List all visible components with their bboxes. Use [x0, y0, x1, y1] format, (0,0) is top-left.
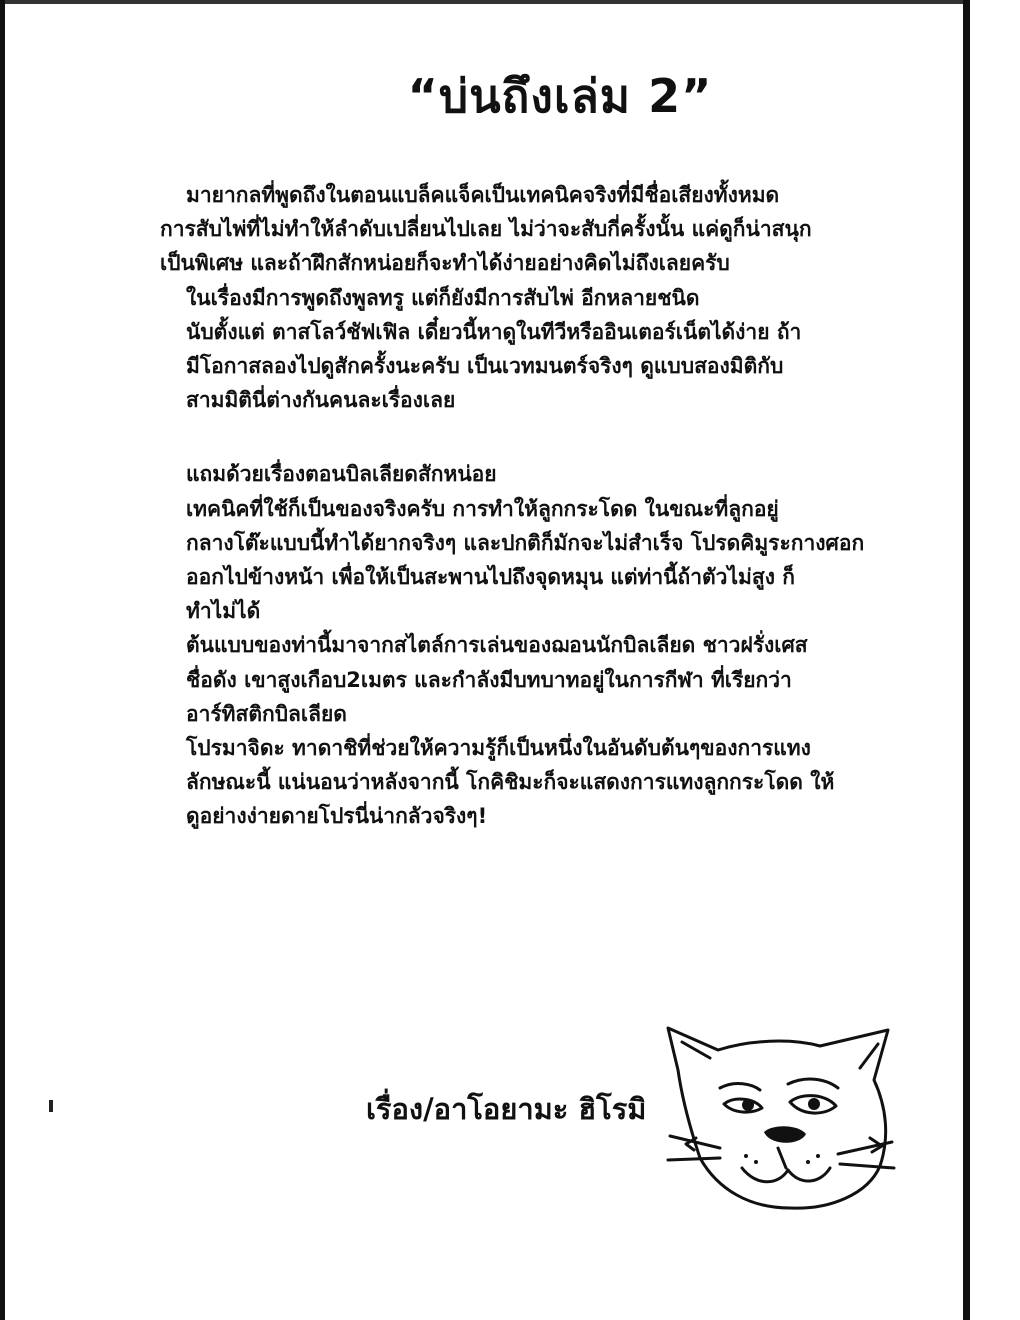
text-line: ออกไปข้างหน้า เพื่อให้เป็นสะพานไปถึงจุดหมุน แต่ท่านี้ถ้าตัวไม่สูง ก็: [186, 565, 795, 590]
text-line: ดูอย่างง่ายดายโปรนี่น่ากลัวจริงๆ!: [186, 804, 488, 829]
paragraph: [160, 628, 910, 731]
text-line: ลักษณะนี้ แน่นอนว่าหลังจากนี้ โกคิชิมะก็จะแสดงการแทงลูกกระโดด ให้: [186, 770, 835, 795]
text-line: ต้นแบบของท่านี้มาจากสไตล์การเล่นของฌอนนักบิลเลียด ชาวฝรั่งเศส: [186, 633, 808, 658]
cat-face-icon: [660, 1018, 900, 1213]
paragraph: [160, 457, 910, 491]
text-line: เป็นพิเศษ และถ้าฝึกสักหน่อยก็จะทำได้ง่ายอย่างคิดไม่ถึงเลยครับ: [160, 251, 730, 276]
text-line: ทำไม่ได้: [186, 599, 261, 624]
paragraph: [160, 281, 910, 418]
text-line: มายากลที่พูดถึงในตอนแบล็คแจ็คเป็นเทคนิคจริงที่มีชื่อเสียงทั้งหมด: [186, 183, 780, 207]
page-left-border: [0, 0, 5, 1320]
text-line: ชื่อดัง เขาสูงเกือบ2เมตร และกำลังมีบทบาทอยู่ในการกีฬา ที่เรียกว่า: [186, 667, 792, 692]
article-body: [160, 178, 910, 834]
text-line: โปรมาจิดะ ทาดาชิที่ช่วยให้ความรู้ก็เป็นหนึ่งในอันดับต้นๆของการแทง: [186, 736, 811, 761]
text-line: นับตั้งแต่ ตาสโลว์ชัฟเฟิล เดี๋ยวนี้หาดูในทีวีหรืออินเตอร์เน็ตได้ง่าย ถ้า: [186, 319, 802, 344]
margin-mark: [49, 1100, 53, 1112]
page-title: “บ่นถึงเล่ม 2”: [407, 69, 713, 123]
page-right-border: [963, 0, 970, 1320]
text-line: แถมด้วยเรื่องตอนบิลเลียดสักหน่อย: [186, 462, 497, 487]
text-line: อาร์ทิสติกบิลเลียด: [186, 701, 347, 726]
paragraph: [160, 731, 910, 834]
text-line: การสับไพ่ที่ไม่ทำให้ลำดับเปลี่ยนไปเลย ไม่ว่าจะสับกี่ครั้งนั้น แค่ดูก็น่าสนุก: [160, 217, 812, 242]
author-credit: เรื่อง/อาโอยามะ ฮิโรมิ: [366, 1092, 647, 1126]
text-line: เทคนิคที่ใช้ก็เป็นของจริงครับ การทำให้ลูกกระโดด ในขณะที่ลูกอยู่: [186, 496, 779, 521]
text-line: กลางโต๊ะแบบนี้ทำได้ยากจริงๆ และปกติก็มักจะไม่สำเร็จ โปรดคิมูระกางศอก: [186, 530, 865, 555]
text-line: สามมิตินี่ต่างกันคนละเรื่องเลย: [186, 388, 456, 413]
page-top-border: [0, 0, 970, 4]
text-line: มีโอกาสลองไปดูสักครั้งนะครับ เป็นเวทมนตร์จริงๆ ดูแบบสองมิติกับ: [186, 354, 784, 379]
text-line: ในเรื่องมีการพูดถึงพูลทรู แต่ก็ยังมีการสับไพ่ อีกหลายชนิด: [186, 285, 700, 310]
paragraph: [160, 178, 910, 281]
paragraph: [160, 492, 910, 629]
